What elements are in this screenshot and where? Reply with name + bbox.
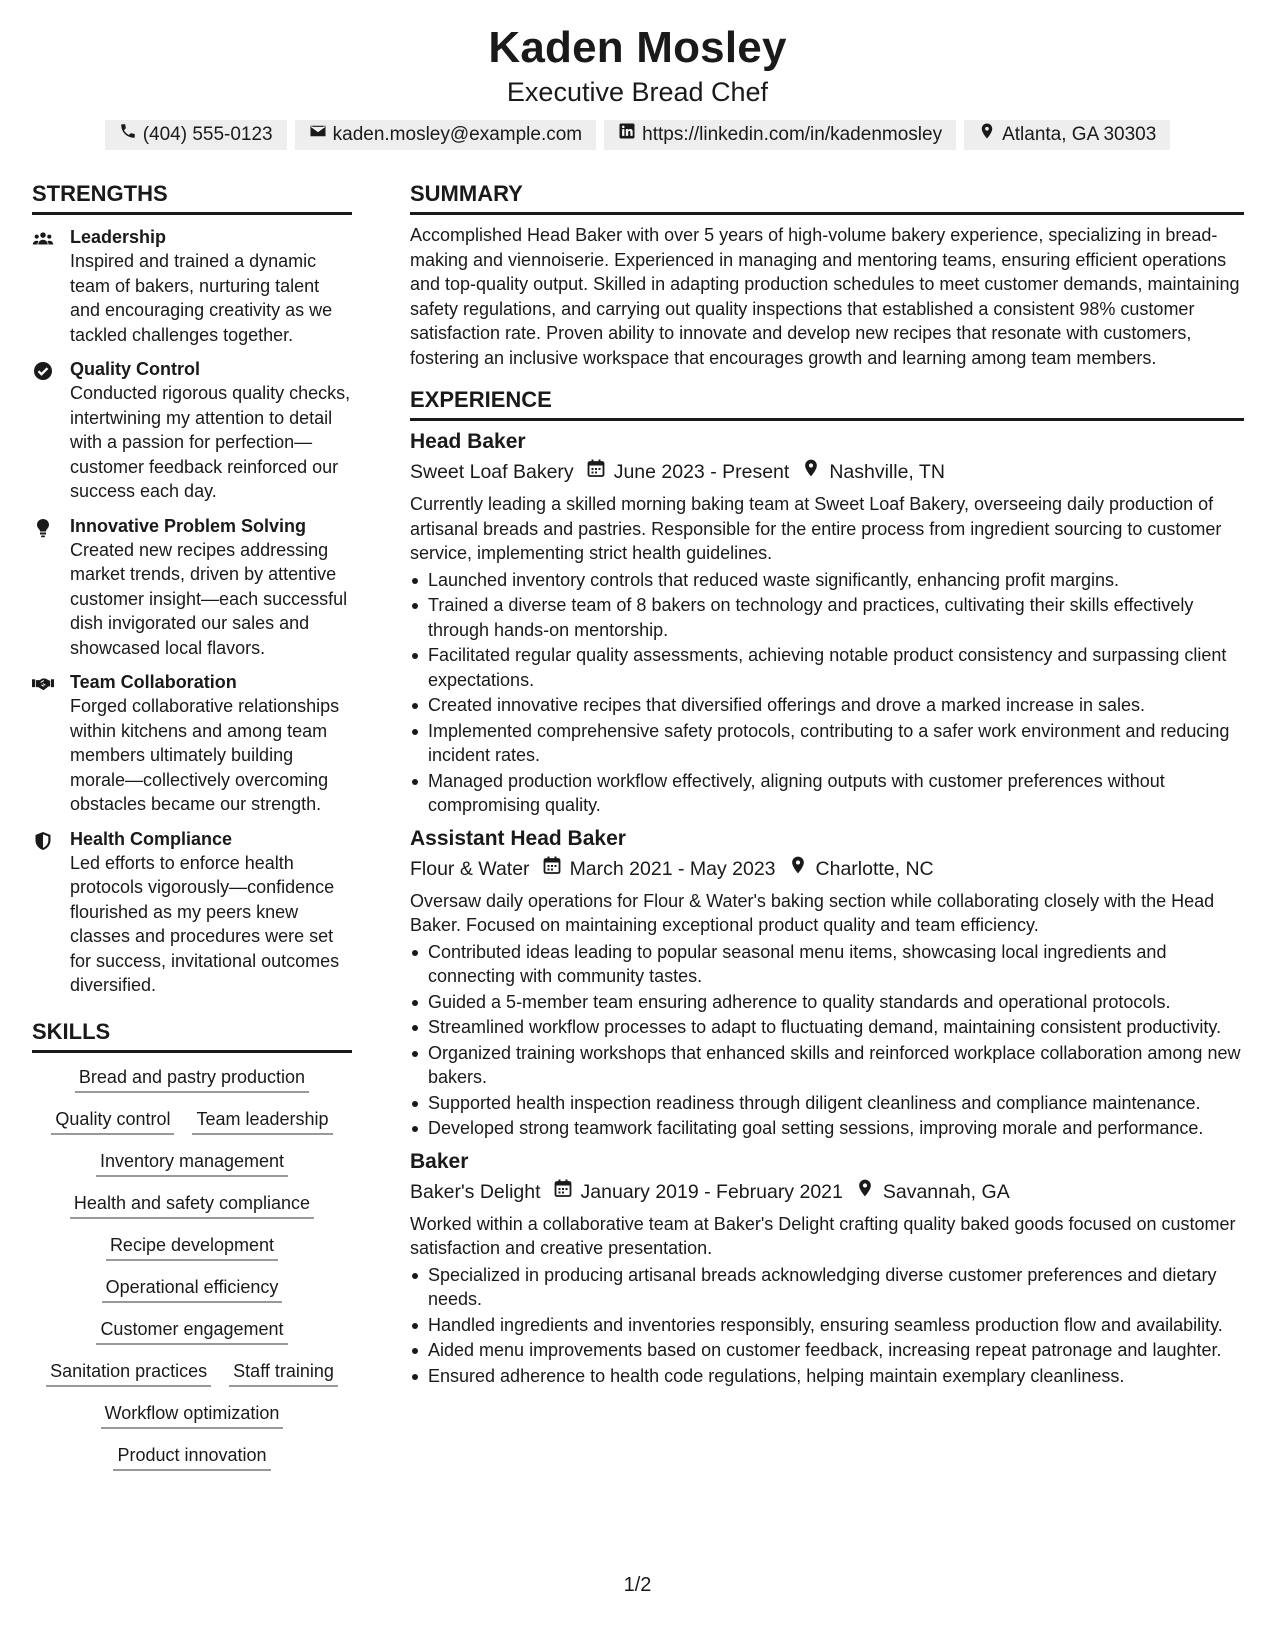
bullet-item: Developed strong teamwork facilitating goal setting sessions, improving morale and performance.: [410, 1116, 1244, 1141]
resume-header: [0, 22, 1275, 150]
experience-heading: EXPERIENCE: [410, 386, 1244, 421]
bullet-item: Managed production workflow effectively, aligning outputs with customer preferences without compromising quality.: [410, 769, 1244, 818]
skill-tag: Health and safety compliance: [70, 1191, 314, 1219]
skill-tag: Product innovation: [113, 1443, 270, 1471]
bullet-item: Implemented comprehensive safety protocols, contributing to a safer work environment and reducing incident rates.: [410, 719, 1244, 768]
skills-list: [32, 1065, 352, 1471]
strength-desc: Created new recipes addressing market trends, driven by attentive customer insight—each successful dish invigorated our sales and showcased local flavors.: [70, 539, 348, 658]
skill-row: [113, 1443, 270, 1471]
shield-icon: [32, 827, 70, 998]
company-name: Sweet Loaf Bakery: [410, 461, 574, 483]
bullet-item: Aided menu improvements based on customer feedback, increasing repeat patronage and laughter.: [410, 1338, 1244, 1363]
candidate-name: Kaden Mosley: [488, 23, 787, 72]
calendar-icon: [541, 1177, 581, 1207]
contact-email[interactable]: [295, 120, 597, 150]
contact-location: [964, 120, 1170, 150]
skills-heading: SKILLS: [32, 1018, 352, 1053]
bullet-item: Specialized in producing artisanal breads acknowledging diverse customer preferences and dietary needs.: [410, 1263, 1244, 1312]
job-bullets: [410, 568, 1244, 818]
skill-row: [75, 1065, 309, 1093]
skill-row: [96, 1317, 287, 1345]
company-name: Flour & Water: [410, 857, 530, 880]
skill-tag: Workflow optimization: [101, 1401, 284, 1429]
strength-item: [32, 357, 352, 504]
job-location: Charlotte, NC: [815, 857, 934, 880]
strength-title: Health Compliance: [70, 828, 233, 849]
strength-title: Quality Control: [70, 359, 200, 379]
skill-row: [102, 1275, 283, 1303]
skill-row: [101, 1401, 284, 1429]
bullet-item: Guided a 5-member team ensuring adherence to quality standards and operational protocols.: [410, 990, 1244, 1015]
contact-phone: [105, 120, 287, 150]
skill-tag: Quality control: [51, 1107, 174, 1135]
skill-tag: Bread and pastry production: [75, 1065, 309, 1093]
strength-item: [32, 514, 352, 661]
skill-row: [51, 1107, 332, 1135]
skill-row: [46, 1359, 338, 1387]
strength-desc: Inspired and trained a dynamic team of bakers, nurturing talent and encouraging creativity as we tackled challenges together.: [70, 251, 333, 345]
company-name: Baker's Delight: [410, 1180, 541, 1203]
contact-phone-text: (404) 555-0123: [142, 124, 273, 145]
contact-linkedin-text: https://linkedin.com/in/kadenmosley: [642, 124, 943, 145]
job-location: Nashville, TN: [829, 461, 945, 483]
job-description: Oversaw daily operations for Flour & Water's baking section while collaborating closely with the Head Baker. Focused on maintaining exceptional product quality and team efficiency.: [410, 890, 1215, 935]
job-meta: [410, 1177, 1244, 1207]
linkedin-icon: [618, 122, 636, 148]
job-title: Head Baker: [410, 430, 526, 453]
skill-tag: Team leadership: [192, 1107, 332, 1135]
calendar-icon: [530, 854, 570, 884]
bullet-item: Streamlined workflow processes to adapt to fluctuating demand, maintaining consistent productivity.: [410, 1015, 1244, 1040]
skill-tag: Sanitation practices: [46, 1359, 211, 1387]
contact-location-text: Atlanta, GA 30303: [1002, 124, 1157, 145]
bullet-item: Launched inventory controls that reduced waste significantly, enhancing profit margins.: [410, 568, 1244, 593]
map-pin-icon: [978, 122, 996, 148]
job-description: Currently leading a skilled morning baking team at Sweet Loaf Bakery, overseeing daily production of artisanal breads and pastries. Responsible for the entire process from ingredient sourcing to customer service, implementing strict health guidelines.: [410, 494, 1222, 563]
skill-tag: Operational efficiency: [102, 1275, 283, 1303]
job-dates: June 2023 - Present: [613, 461, 790, 483]
right-column: [410, 180, 1244, 1389]
strength-title: Team Collaboration: [70, 672, 237, 692]
strength-item: [32, 827, 352, 998]
lightbulb-icon: [32, 514, 70, 661]
skill-tag: Recipe development: [106, 1233, 278, 1261]
bullet-item: Supported health inspection readiness through diligent cleanliness and compliance maintenance.: [410, 1091, 1244, 1116]
page-number: 1/2: [623, 1574, 652, 1596]
map-pin-icon: [776, 854, 816, 884]
contact-linkedin[interactable]: [604, 120, 956, 150]
strength-desc: Forged collaborative relationships within kitchens and among team members ultimately building morale—collectively overcoming obstacles became our strength.: [70, 696, 340, 814]
job-bullets: [410, 1263, 1244, 1389]
strength-title: Innovative Problem Solving: [70, 515, 307, 536]
job-dates: January 2019 - February 2021: [580, 1180, 843, 1203]
strengths-heading: STRENGTHS: [32, 180, 352, 215]
skill-row: [106, 1233, 278, 1261]
job-meta: [410, 854, 1244, 884]
map-pin-icon: [789, 457, 829, 487]
job-entry: [410, 1147, 1244, 1389]
skill-row: [70, 1191, 314, 1219]
skill-tag: Inventory management: [96, 1149, 288, 1177]
job-meta: [410, 457, 1244, 487]
job-entry: [410, 427, 1244, 818]
contact-bar: [0, 120, 1275, 150]
strength-desc: Led efforts to enforce health protocols vigorously—confidence flourished as my peers knew classes and procedures were set for success, invitational outcomes diversified.: [70, 852, 340, 995]
job-entry: [410, 824, 1244, 1141]
summary-heading: SUMMARY: [410, 180, 1244, 215]
job-title: Assistant Head Baker: [410, 826, 626, 850]
job-bullets: [410, 940, 1244, 1141]
strength-desc: Conducted rigorous quality checks, intertwining my attention to detail with a passion for perfection—customer feedback reinforced our success each day.: [70, 383, 351, 501]
bullet-item: Trained a diverse team of 8 bakers on technology and practices, cultivating their skills effectively through hands-on mentorship.: [410, 593, 1244, 642]
strength-title: Leadership: [70, 227, 167, 247]
calendar-icon: [574, 457, 614, 487]
bullet-item: Created innovative recipes that diversified offerings and drove a marked increase in sales.: [410, 693, 1244, 718]
strength-item: [32, 670, 352, 817]
skill-tag: Customer engagement: [96, 1317, 287, 1345]
check-circle-icon: [32, 357, 70, 504]
bullet-item: Handled ingredients and inventories responsibly, ensuring seamless production flow and availability.: [410, 1313, 1244, 1338]
job-description: Worked within a collaborative team at Baker's Delight crafting quality baked goods focused on customer satisfaction and creative presentation.: [410, 1213, 1236, 1258]
bullet-item: Facilitated regular quality assessments, achieving notable product consistency and surpassing client expectations.: [410, 643, 1244, 692]
candidate-title: Executive Bread Chef: [506, 77, 769, 107]
job-title: Baker: [410, 1149, 469, 1173]
bullet-item: Contributed ideas leading to popular seasonal menu items, showcasing local ingredients and connecting with community tastes.: [410, 940, 1244, 989]
map-pin-icon: [843, 1177, 883, 1207]
skill-row: [96, 1149, 288, 1177]
contact-email-text: kaden.mosley@example.com: [332, 124, 583, 145]
strength-item: [32, 225, 352, 347]
bullet-item: Ensured adherence to health code regulations, helping maintain exemplary cleanliness.: [410, 1364, 1244, 1389]
summary-text: Accomplished Head Baker with over 5 years of high-volume bakery experience, specializing in bread-making and viennoiserie. Experienced in managing and mentoring teams, ensuring efficient operations and top-quality output. Skilled in adapting production schedules to meet customer demands, maintaining safety regulations, and carrying out quality inspections that established a consistent 98% customer satisfaction rate. Proven ability to innovate and develop new recipes that resonate with customers, fostering an inclusive workspace that encourages growth and learning among team members.: [410, 225, 1240, 368]
phone-icon: [119, 122, 137, 148]
bullet-item: Organized training workshops that enhanced skills and reinforced workplace collaboration among new bakers.: [410, 1041, 1244, 1090]
users-icon: [32, 225, 70, 347]
envelope-icon: [309, 122, 327, 148]
job-dates: March 2021 - May 2023: [569, 857, 776, 880]
skill-tag: Staff training: [229, 1359, 338, 1387]
handshake-icon: [32, 670, 70, 817]
left-column: [32, 180, 352, 1471]
job-location: Savannah, GA: [882, 1180, 1010, 1203]
